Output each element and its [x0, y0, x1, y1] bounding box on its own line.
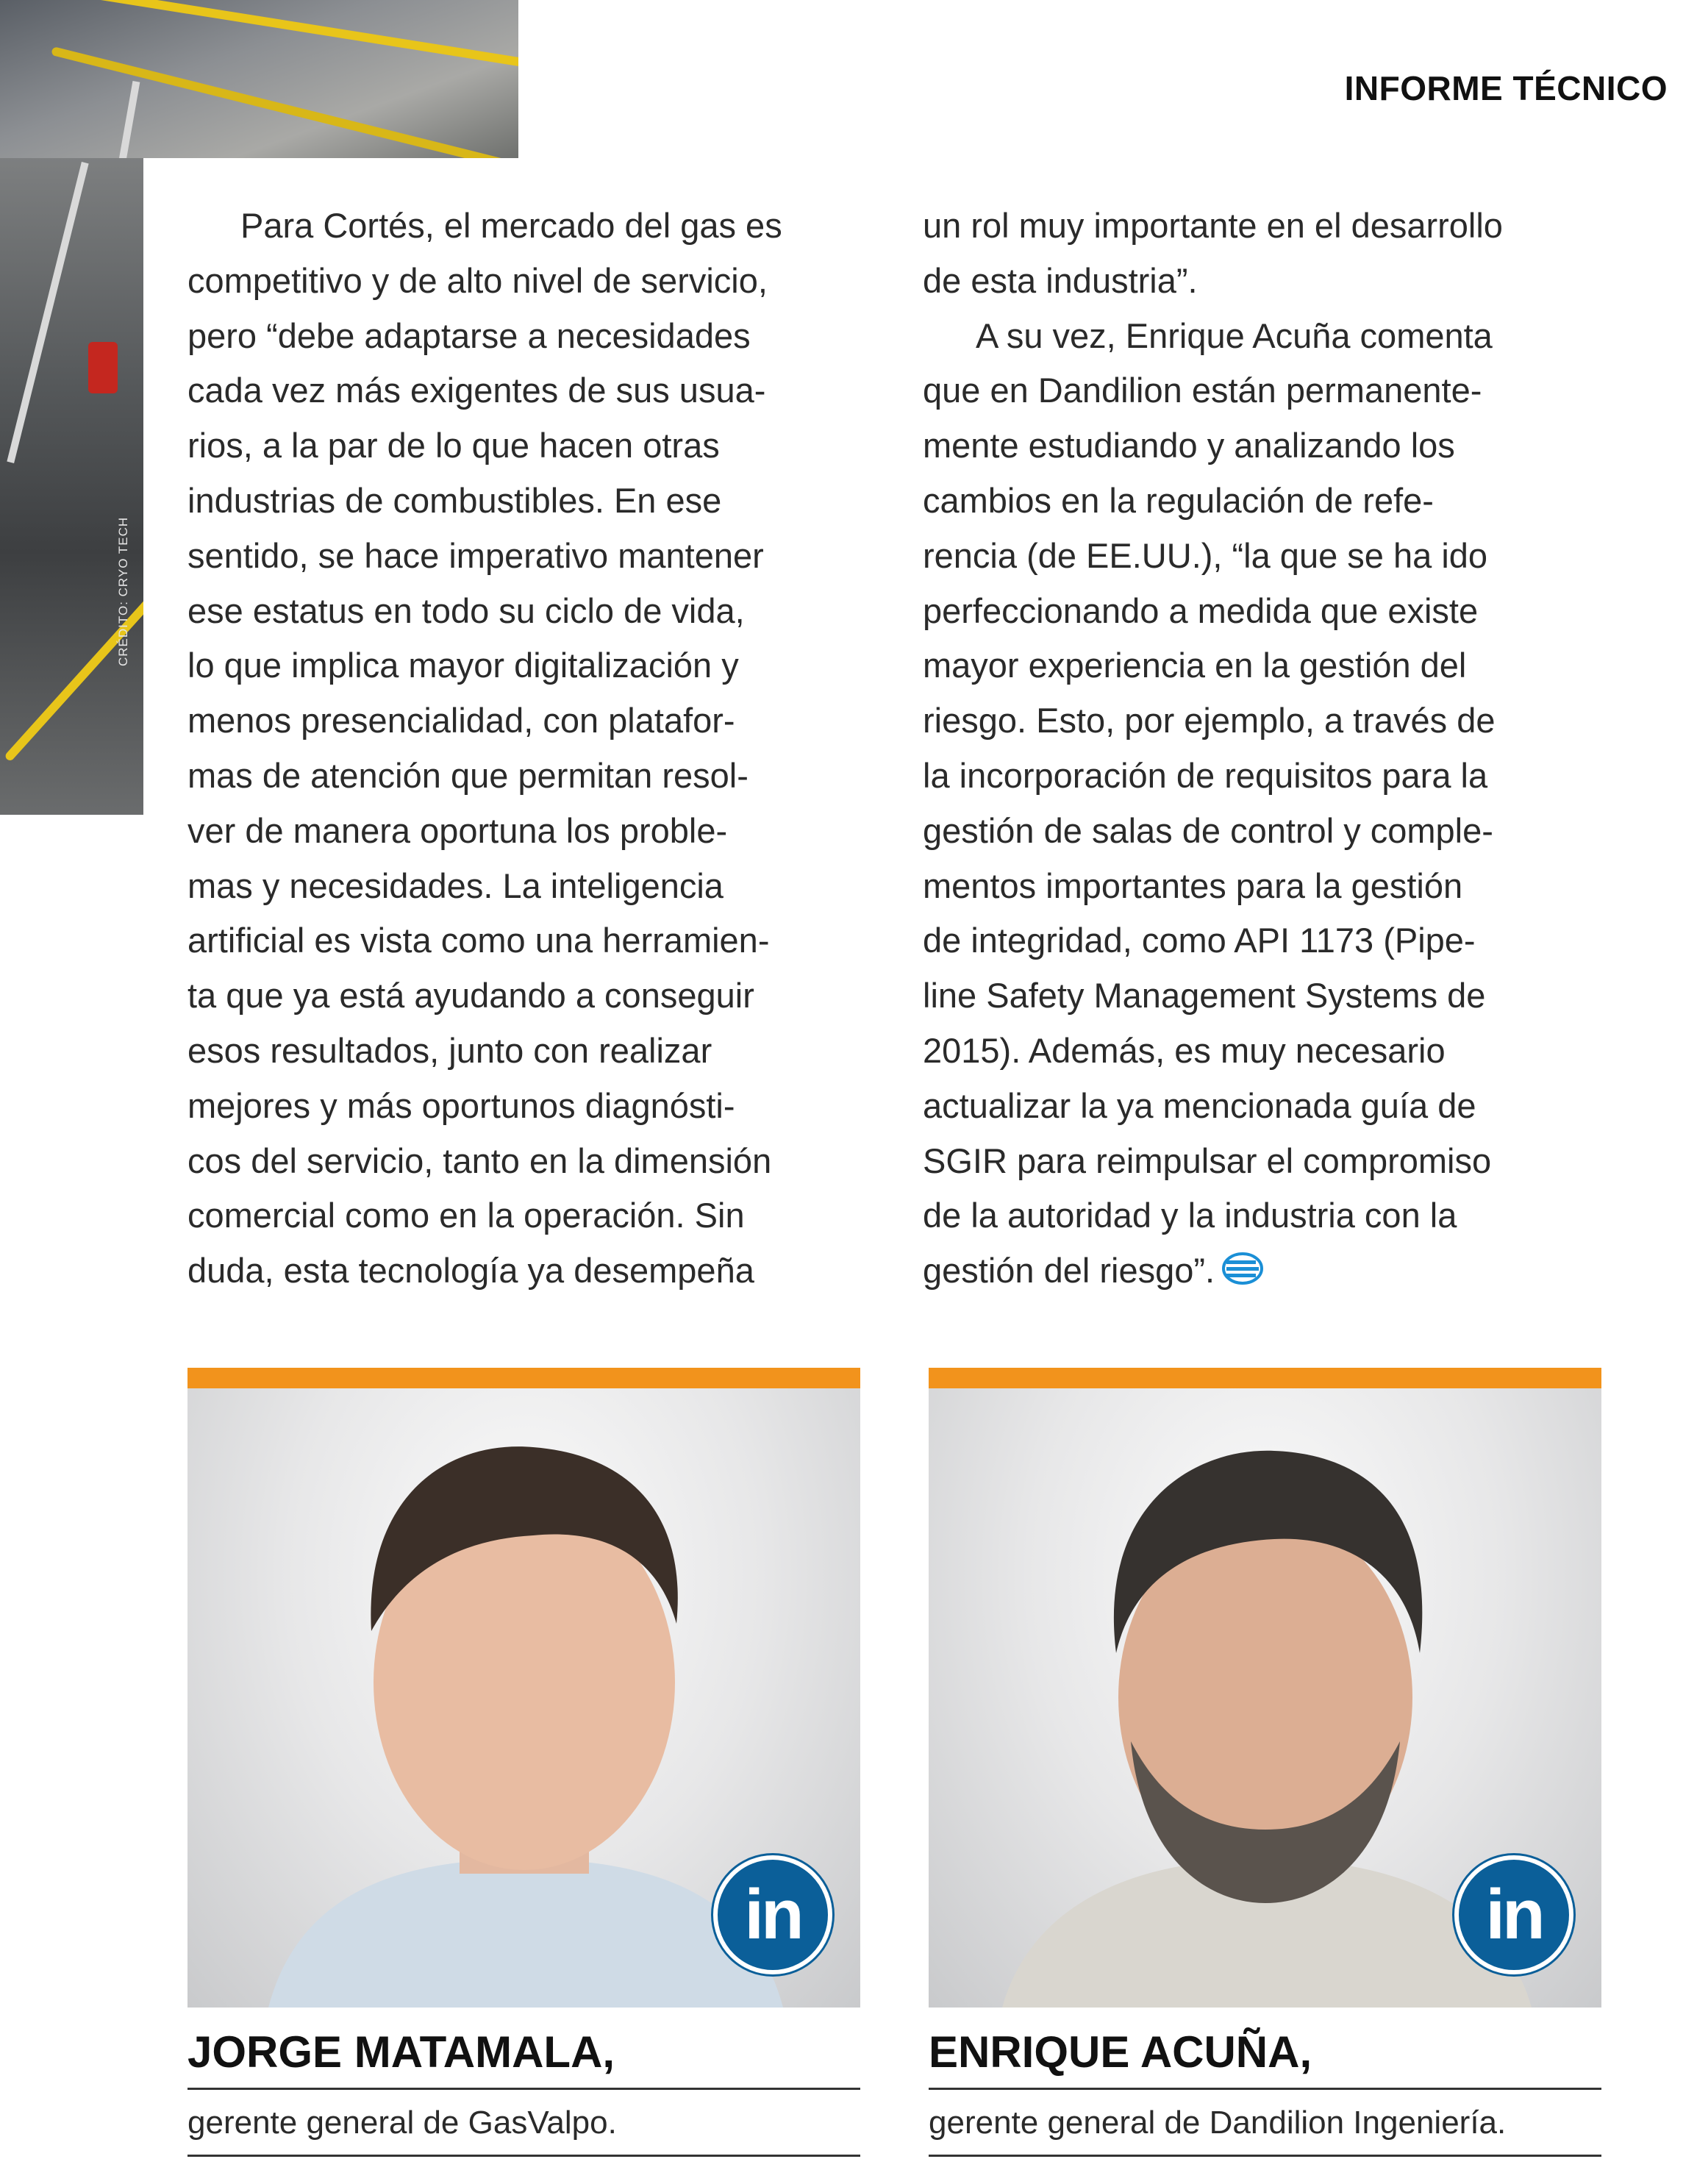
article-text: gestión del riesgo”.: [923, 1251, 1215, 1291]
article-line: mayor experiencia en la gestión del: [923, 646, 1467, 685]
linkedin-icon[interactable]: in: [1454, 1855, 1573, 1974]
profile-role: gerente general de GasValpo.: [187, 2090, 860, 2157]
article-line: ese estatus en todo su ciclo de vida,: [187, 590, 745, 630]
article-line: ver de manera oportuna los proble-: [187, 810, 728, 850]
accent-bar: [929, 1368, 1601, 1388]
article-line: pero “debe adaptarse a necesidades: [187, 315, 751, 355]
profile-card: [187, 1368, 860, 2157]
profile-card: [929, 1368, 1601, 2157]
photo-credit: CRÉDITO: CRYO TECH: [116, 516, 130, 666]
article-line: cada vez más exigentes de sus usua-: [187, 371, 766, 410]
linkedin-icon[interactable]: in: [713, 1855, 832, 1974]
article-line: esos resultados, junto con realizar: [187, 1030, 712, 1070]
article-line: la incorporación de requisitos para la: [923, 755, 1488, 795]
article-line: mas y necesidades. La inteligencia: [187, 866, 724, 905]
article-line: de esta industria”.: [923, 260, 1198, 300]
article-line: Para Cortés, el mercado del gas es: [240, 206, 782, 245]
article-line-last: [923, 1243, 1614, 1301]
article-column-2: [923, 199, 1614, 1301]
article-line: perfeccionando a medida que existe: [923, 590, 1479, 630]
article-line: que en Dandilion están permanente-: [923, 371, 1482, 410]
article-line: gestión de salas de control y comple-: [923, 810, 1493, 850]
article-line: de integridad, como API 1173 (Pipe-: [923, 921, 1476, 960]
article-line: mas de atención que permitan resol-: [187, 755, 749, 795]
accent-bar: [187, 1368, 860, 1388]
section-title: INFORME TÉCNICO: [1344, 69, 1668, 107]
portrait-photo: [929, 1388, 1601, 2008]
article-line: industrias de combustibles. En ese: [187, 480, 722, 520]
article-line: mejores y más oportunos diagnósti-: [187, 1085, 735, 1125]
article-line: cos del servicio, tanto en la dimensión: [187, 1141, 772, 1180]
article-line: ta que ya está ayudando a conseguir: [187, 976, 754, 1016]
article-line: de la autoridad y la industria con la: [923, 1196, 1457, 1235]
fuel-can-shape: [88, 342, 118, 393]
side-photo: [0, 158, 143, 815]
article-line: riesgo. Esto, por ejemplo, a través de: [923, 701, 1496, 741]
article-line: artificial es vista como una herramien-: [187, 921, 770, 960]
article-line: competitivo y de alto nivel de servicio,: [187, 260, 768, 300]
article-column-1: [187, 199, 879, 1299]
profile-name: JORGE MATAMALA,: [187, 2027, 860, 2090]
article-line: A su vez, Enrique Acuña comenta: [976, 315, 1493, 355]
profile-role: gerente general de Dandilion Ingeniería.: [929, 2090, 1601, 2157]
article-line: un rol muy importante en el desarrollo: [923, 206, 1503, 245]
article-line: mentos importantes para la gestión: [923, 866, 1463, 905]
article-line: SGIR para reimpulsar el compromiso: [923, 1141, 1492, 1180]
article-line: menos presencialidad, con platafor-: [187, 701, 735, 741]
article-line: cambios en la regulación de refe-: [923, 480, 1434, 520]
article-line: line Safety Management Systems de: [923, 976, 1486, 1016]
article-line: sentido, se hace imperativo mantener: [187, 535, 764, 575]
article-line: rencia (de EE.UU.), “la que se ha ido: [923, 535, 1488, 575]
end-mark-icon: [1222, 1246, 1263, 1301]
header-photo: [0, 0, 518, 158]
article-line: comercial como en la operación. Sin: [187, 1196, 745, 1235]
article-line: lo que implica mayor digitalización y: [187, 646, 739, 685]
portrait-photo: [187, 1388, 860, 2008]
article-line: actualizar la ya mencionada guía de: [923, 1085, 1476, 1125]
article-line: rios, a la par de lo que hacen otras: [187, 426, 720, 465]
article-line: mente estudiando y analizando los: [923, 426, 1455, 465]
article-line: 2015). Además, es muy necesario: [923, 1030, 1446, 1070]
article-line: duda, esta tecnología ya desempeña: [187, 1251, 754, 1291]
profile-name: ENRIQUE ACUÑA,: [929, 2027, 1601, 2090]
